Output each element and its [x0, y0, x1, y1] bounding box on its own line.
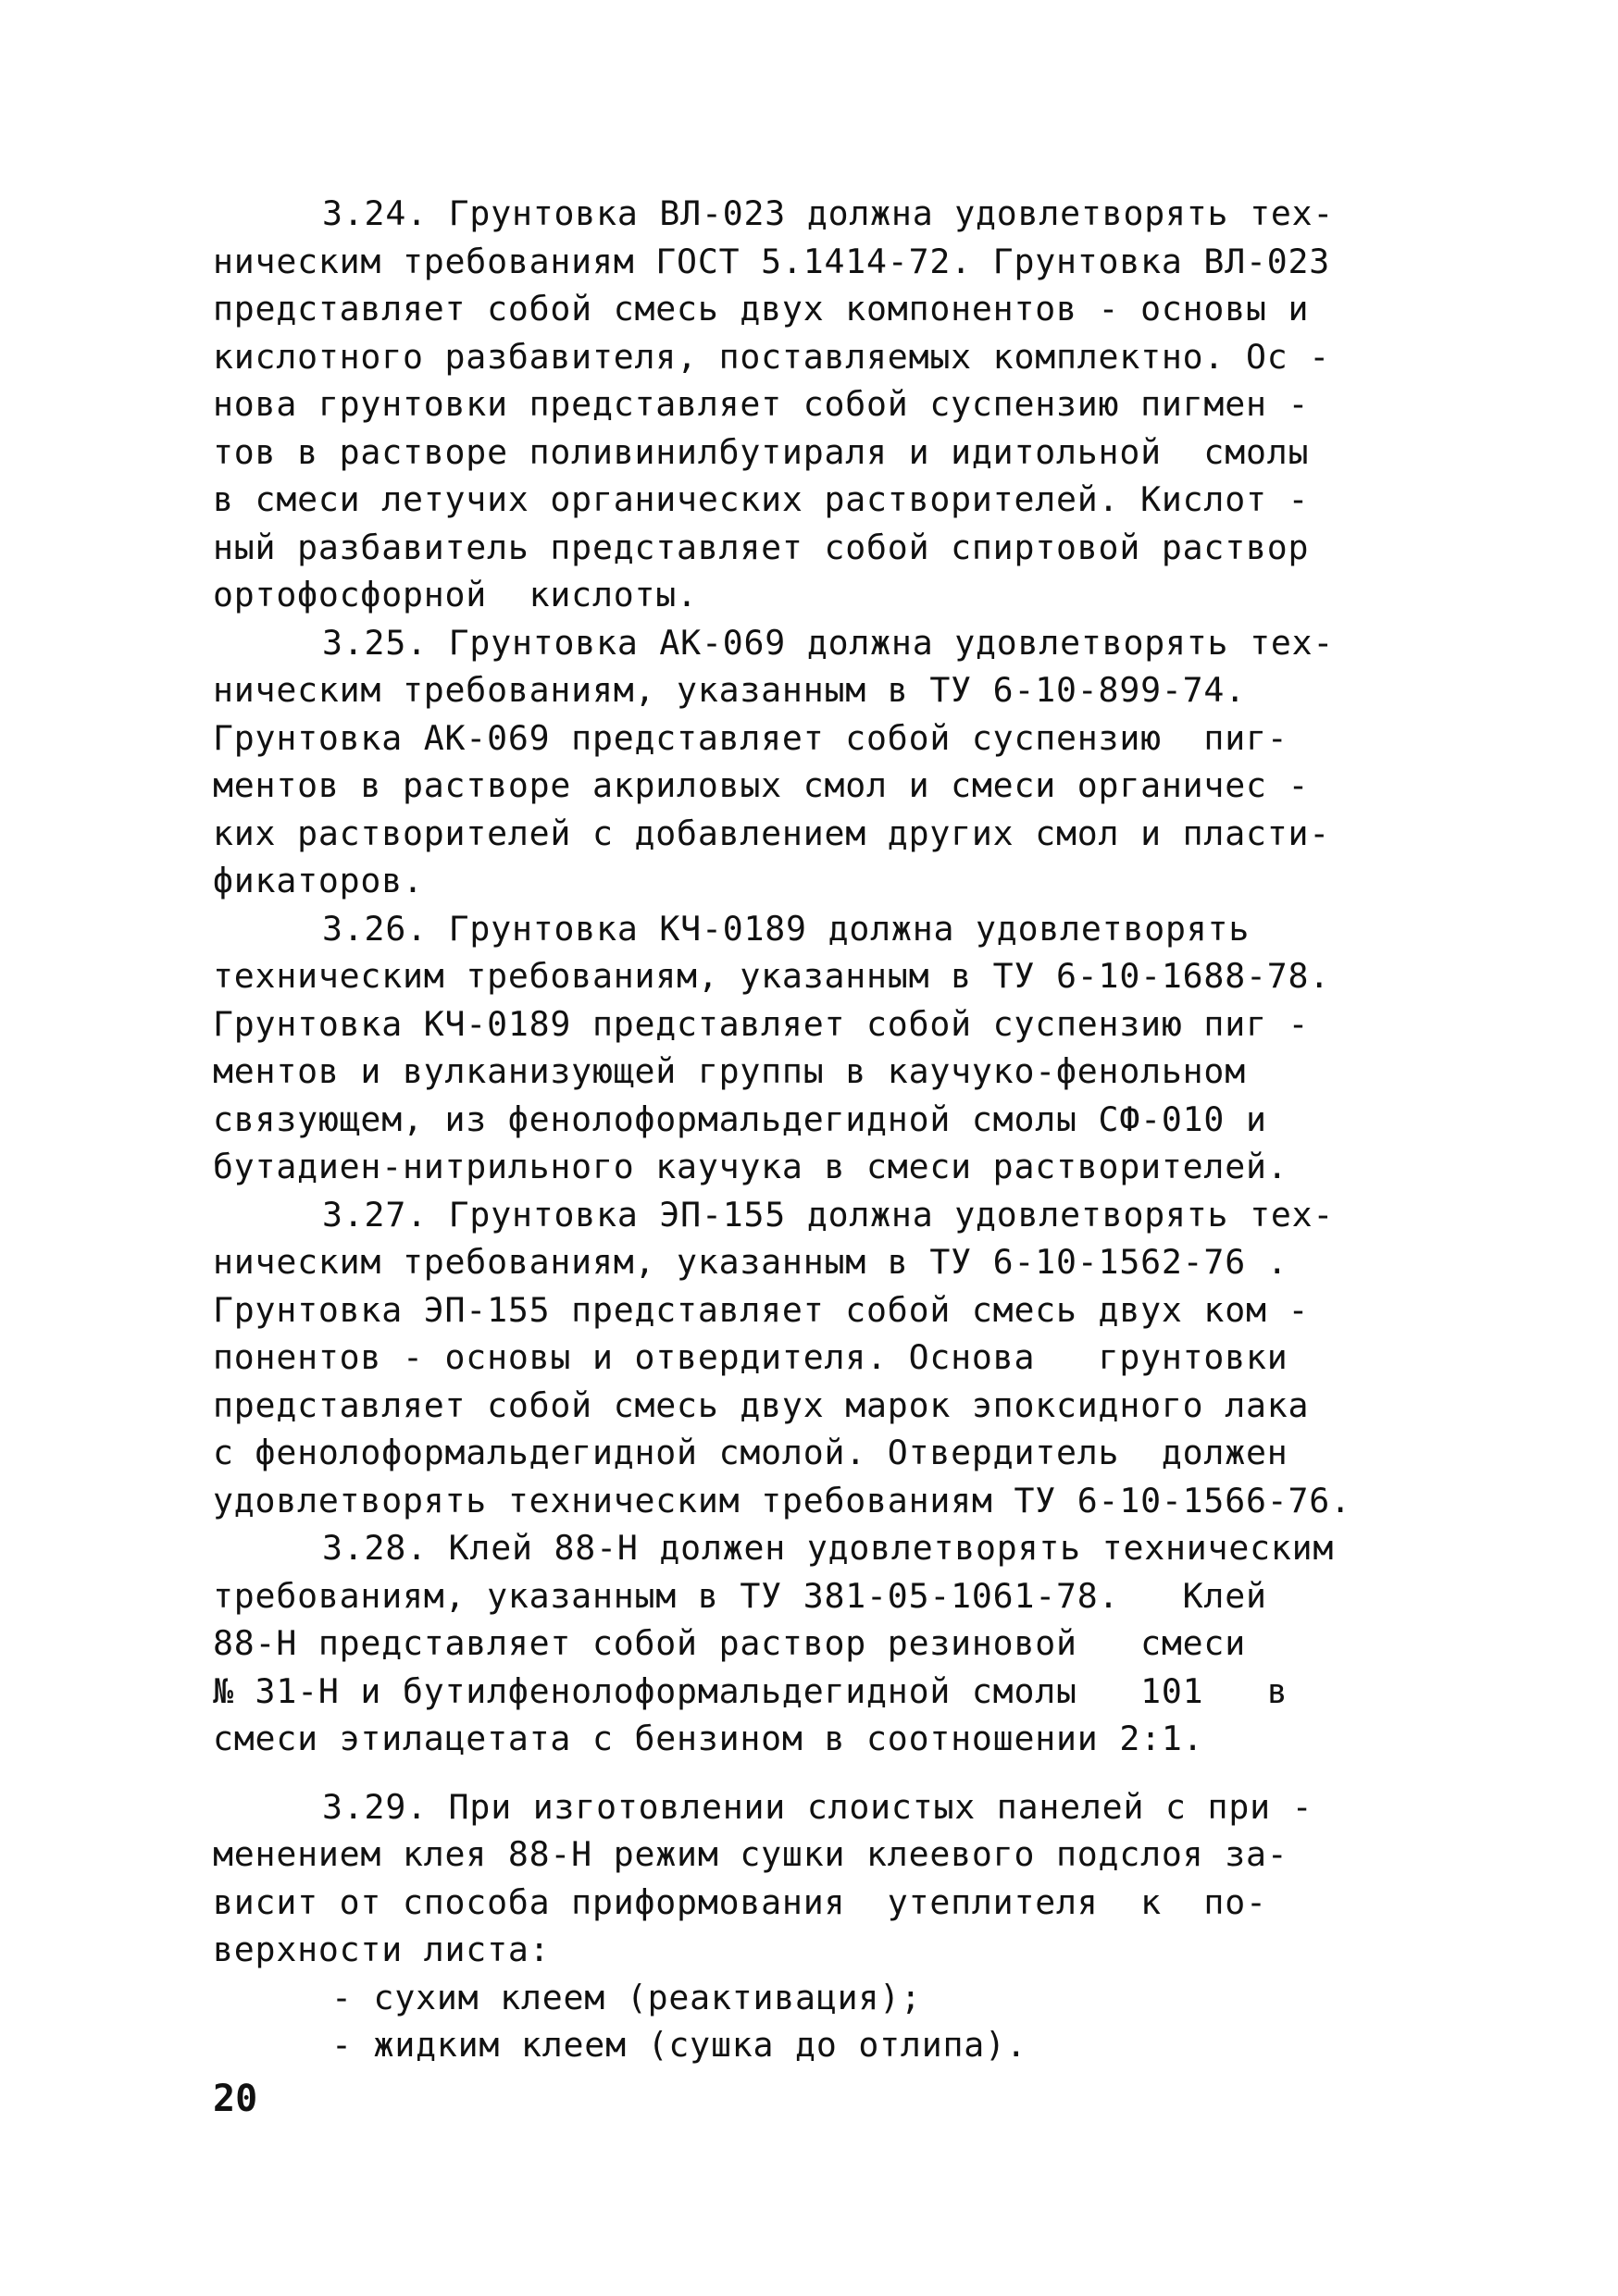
paragraph-3-26-line: техническим требованиям, указанным в ТУ 6-10-1688-78. — [213, 956, 1331, 996]
paragraph-3-26-line: связующем, из фенолоформальдегидной смолы СФ-010 и — [213, 1098, 1267, 1139]
paragraph-3-24-line: 3.24. Грунтовка ВЛ-023 должна удовлетворять тех- — [322, 193, 1335, 233]
paragraph-3-28-line: требованиям, указанным в ТУ 381-05-1061-78. Клей — [213, 1575, 1267, 1616]
paragraph-gap — [213, 1763, 1435, 1783]
paragraph-3-24-line: в смеси летучих органических растворителей. Кислот - — [213, 479, 1310, 519]
page-number: 20 — [213, 2078, 258, 2120]
paragraph-3-28-line: 3.28. Клей 88-Н должен удовлетворять техническим — [322, 1528, 1335, 1568]
paragraph-3-25-line: фикаторов. — [213, 861, 424, 900]
paragraph-3-25-line: ментов в растворе акриловых смол и смеси органичес - — [213, 765, 1310, 805]
paragraph-3-25-line: 3.25. Грунтовка АК-069 должна удовлетворять тех- — [322, 622, 1335, 663]
paragraph-3-26-line: ментов и вулканизующей группы в каучуко-фенольном — [213, 1051, 1246, 1091]
paragraph-3-27-line: ническим требованиям, указанным в ТУ 6-10-1562-76 . — [213, 1242, 1288, 1282]
paragraph-3-25-line: Грунтовка АК-069 представляет собой суспензию пиг- — [213, 717, 1288, 758]
paragraph-3-29-line: висит от способа приформования утеплителя к по- — [213, 1881, 1267, 1922]
paragraph-3-27-line: представляет собой смесь двух марок эпоксидного лака — [213, 1384, 1310, 1425]
paragraph-3-24-line: ортофосфорной кислоты. — [213, 575, 698, 614]
paragraph-3-28-line: 88-Н представляет собой раствор резиновой смеси — [213, 1623, 1246, 1663]
paragraph-3-24-line: ническим требованиям ГОСТ 5.1414-72. Грунтовка ВЛ-023 — [213, 241, 1331, 281]
paragraph-3-24-line: тов в растворе поливинилбутираля и идитольной смолы — [213, 431, 1310, 472]
paragraph-3-24-line: кислотного разбавителя, поставляемых комплектно. Ос - — [213, 336, 1331, 377]
list-item-dry-glue: - сухим клеем (реактивация); — [331, 1977, 922, 2017]
document-body — [213, 190, 1435, 2069]
paragraph-3-24-line: ный разбавитель представляет собой спиртовой раствор — [213, 527, 1310, 567]
paragraph-3-26-line: 3.26. Грунтовка КЧ-0189 должна удовлетворять — [322, 908, 1251, 949]
paragraph-3-29-line: 3.29. При изготовлении слоистых панелей с при - — [322, 1786, 1313, 1827]
paragraph-3-27-line: понентов - основы и отвердителя. Основа грунтовки — [213, 1337, 1288, 1377]
paragraph-3-27-line: удовлетворять техническим требованиям ТУ 6-10-1566-76. — [213, 1480, 1351, 1520]
paragraph-3-25-line: ническим требованиям, указанным в ТУ 6-10-899-74. — [213, 670, 1246, 710]
paragraph-3-27-line: 3.27. Грунтовка ЭП-155 должна удовлетворять тех- — [322, 1194, 1335, 1235]
paragraph-3-26-line: бутадиен-нитрильного каучука в смеси растворителей. — [213, 1147, 1288, 1186]
paragraph-3-28-line: смеси этилацетата с бензином в соотношении 2:1. — [213, 1719, 1204, 1758]
paragraph-3-29-line: верхности листа: — [213, 1930, 551, 1969]
paragraph-3-26-line: Грунтовка КЧ-0189 представляет собой суспензию пиг - — [213, 1003, 1310, 1044]
paragraph-3-27-line: с фенолоформальдегидной смолой. Отвердитель должен — [213, 1433, 1288, 1472]
list-item-liquid-glue: - жидким клеем (сушка до отлипа). — [331, 2025, 1027, 2065]
paragraph-3-29-line: менением клея 88-Н режим сушки клеевого подслоя за- — [213, 1834, 1288, 1874]
paragraph-3-24-line: представляет собой смесь двух компонентов - основы и — [213, 289, 1310, 329]
paragraph-3-28-line: № 31-Н и бутилфенолоформальдегидной смолы 101 в — [213, 1670, 1288, 1711]
paragraph-3-27-line: Грунтовка ЭП-155 представляет собой смесь двух ком - — [213, 1289, 1310, 1330]
paragraph-3-25-line: ких растворителей с добавлением других смол и пласти- — [213, 813, 1331, 853]
paragraph-3-24-line: нова грунтовки представляет собой суспензию пигмен - — [213, 384, 1310, 424]
